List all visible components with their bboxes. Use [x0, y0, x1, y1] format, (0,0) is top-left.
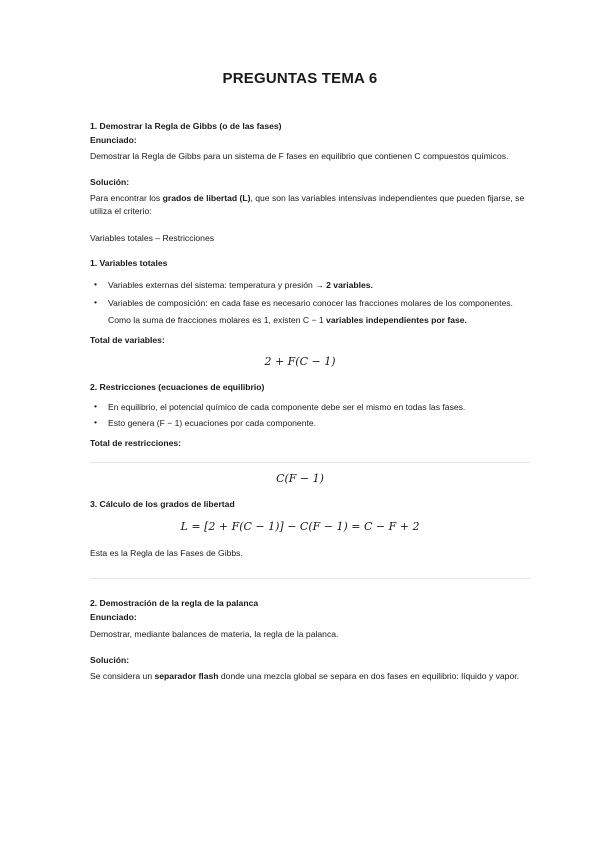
s2-solucion-bold: separador flash: [154, 671, 219, 681]
section2-heading: 2. Demostración de la regla de la palanca: [90, 598, 259, 608]
s2-solucion-post: donde una mezcla global se separa en dos fases en equilibrio: líquido y vapor.: [218, 671, 519, 681]
s2-solucion-pre: Se considera un: [90, 671, 155, 681]
solucion-text-post: , que son las variables intensivas independientes que pueden fijarse, se utiliza el criterio:: [90, 193, 525, 216]
section1-enunciado-label: Enunciado:: [90, 135, 137, 145]
bullet-dot: •: [94, 417, 98, 427]
formula-restricciones: C(F − 1): [276, 472, 324, 485]
section1-heading: 1. Demostrar la Regla de Gibbs (o de las fases): [90, 121, 282, 131]
sub3-heading: 3. Cálculo de los grados de libertad: [90, 499, 235, 509]
bullet3-text: Como la suma de fracciones molares es 1, existen C − 1: [108, 315, 327, 325]
bullet-restriccion-2: Esto genera (F − 1) ecuaciones por cada componente.: [108, 418, 317, 428]
bullet1-bold: 2 variables.: [326, 280, 373, 290]
section1-solucion-label: Solución:: [90, 177, 130, 187]
section2-solucion-label: Solución:: [90, 655, 130, 665]
bullet3-bold: variables independientes por fase.: [326, 315, 467, 325]
bullet-dot: •: [94, 297, 98, 307]
bullet2-text: Variables de composición: en cada fase es necesario conocer las fracciones molares de los componentes.: [108, 298, 513, 308]
solucion-text-pre: Para encontrar los: [90, 193, 163, 203]
formula-grados-libertad: L = [2 + F(C − 1)] − C(F − 1) = C − F + 2: [180, 520, 420, 533]
criterio-text: Variables totales – Restricciones: [90, 233, 215, 243]
formula-variables: 2 + F(C − 1): [264, 355, 336, 368]
section2-solucion-text: [90, 670, 530, 683]
sub1-heading: 1. Variables totales: [90, 258, 168, 268]
section1-solucion-text: [90, 192, 530, 218]
total-variables-label: Total de variables:: [90, 335, 165, 345]
solucion-text-bold: grados de libertad (L): [162, 193, 251, 203]
sub2-heading: 2. Restricciones (ecuaciones de equilibrio): [90, 382, 265, 392]
bullet-dot: •: [94, 279, 98, 289]
bullet-restriccion-1: En equilibrio, el potencial químico de cada componente debe ser el mismo en todas las fases.: [108, 402, 466, 412]
section-divider: [90, 578, 530, 579]
section1-enunciado-text: Demostrar la Regla de Gibbs para un sistema de F fases en equilibrio que contienen C compuestos químicos.: [90, 151, 509, 161]
bullet1-item: [108, 278, 373, 292]
section2-enunciado-text: Demostrar, mediante balances de materia, la regla de la palanca.: [90, 629, 339, 639]
bullet1-text: Variables externas del sistema: temperatura y presión →: [108, 280, 327, 290]
total-restricciones-label: Total de restricciones:: [90, 438, 182, 448]
bullet2-continuation: [108, 313, 467, 327]
bullet2-item: [108, 296, 513, 310]
section2-enunciado-label: Enunciado:: [90, 612, 137, 622]
divider: [90, 462, 530, 463]
bullet-dot: •: [94, 401, 98, 411]
page-title: PREGUNTAS TEMA 6: [222, 70, 378, 87]
conclusion-text: Esta es la Regla de las Fases de Gibbs.: [90, 548, 243, 558]
